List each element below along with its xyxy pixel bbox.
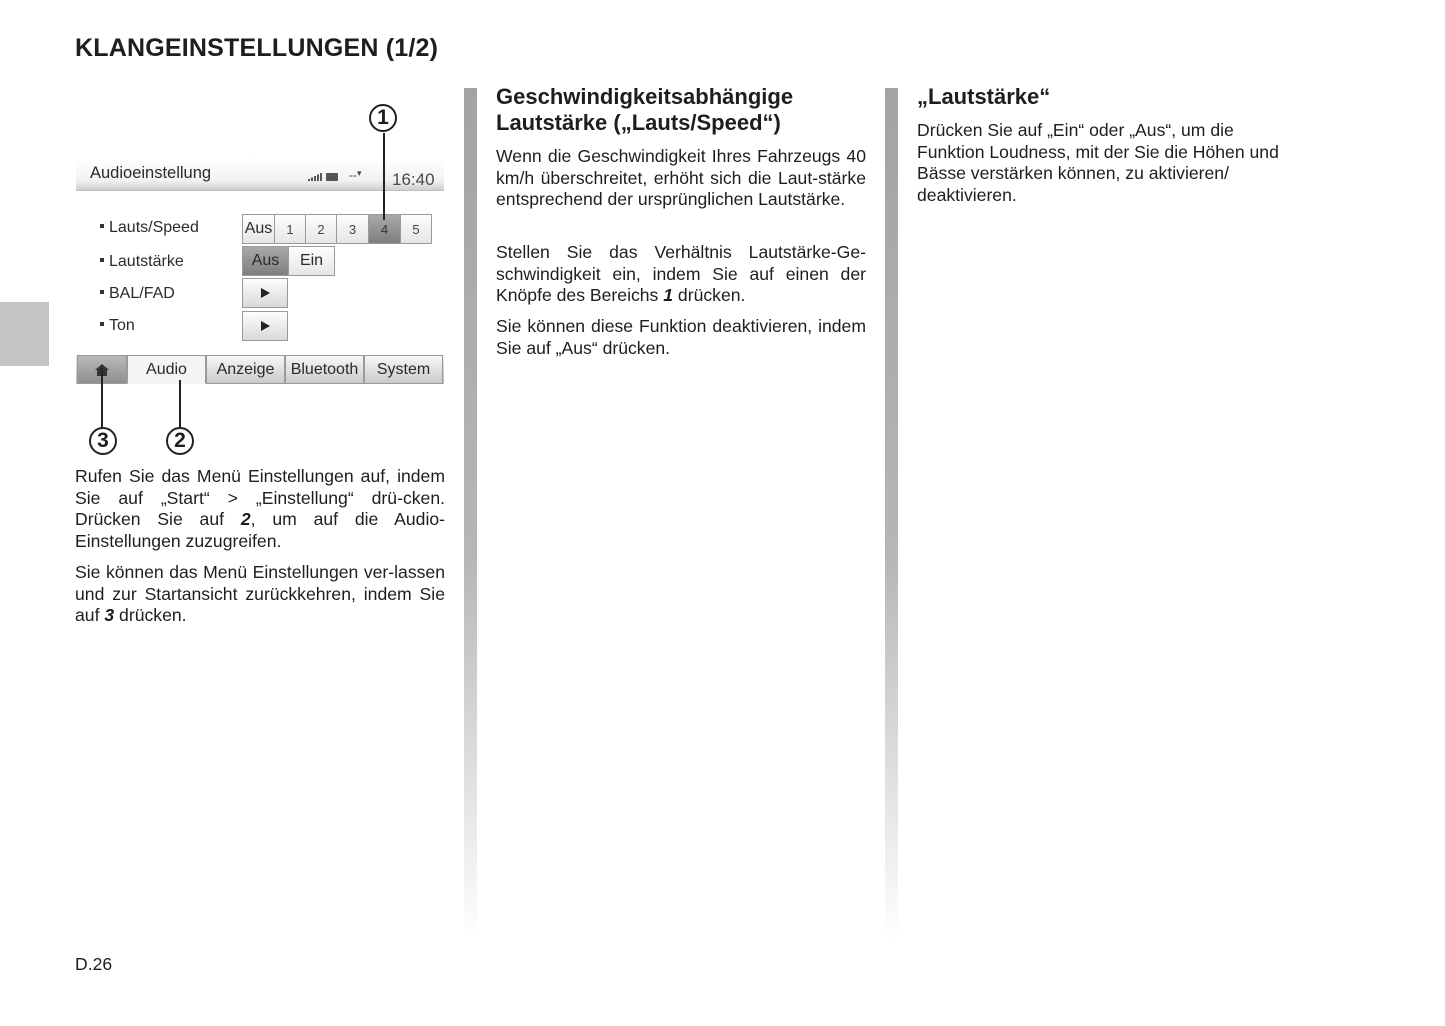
row-label-lauts-speed: Lauts/Speed [100,219,199,237]
tab-bluetooth[interactable]: Bluetooth [285,355,364,384]
loudness-option-ein[interactable]: Ein [288,246,335,276]
tab-system[interactable]: System [364,355,443,384]
tab-anzeige[interactable]: Anzeige [206,355,285,384]
right-paragraph-1: Drücken Sie auf „Ein“ oder „Aus“, um die Funktion Loudness, mit der Sie die Höhen und Bässe verstärken können, zu aktivieren/ deaktivieren. [917,120,1279,205]
audio-settings-screen-figure [76,150,444,390]
speed-option-5[interactable]: 5 [400,214,432,244]
callout-2-leader [179,380,181,428]
callout-1-leader [383,133,385,220]
row-label-ton: Ton [100,317,135,335]
play-arrow-icon [259,320,271,332]
left-paragraph-2: Sie können das Menü Einstellungen ver-lassen und zur Startansicht zurückkehren, indem Sie auf 3 drücken. [75,562,445,625]
play-arrow-icon [259,287,271,299]
signal-strength-icon [308,173,322,181]
row-label-lautstaerke: Lautstärke [100,253,184,271]
column-divider-right [885,88,898,940]
speed-volume-heading: Geschwindigkeitsabhängige Lautstärke („Lauts/Speed“) [496,84,794,135]
page-title: KLANGEINSTELLUNGEN (1/2) [75,34,439,62]
bullet [100,322,104,326]
speed-option-1[interactable]: 1 [274,214,306,244]
ref-3: 3 [104,605,115,625]
speed-option-2[interactable]: 2 [305,214,337,244]
bullet [100,258,104,262]
speed-option-4[interactable]: 4 [368,214,401,244]
tab-audio[interactable]: Audio [127,355,206,384]
middle-paragraph-3: Sie können diese Funktion deaktivieren, indem Sie auf „Aus“ drücken. [496,316,866,358]
page-number: D.26 [75,954,113,974]
screen-title: Audioeinstellung [90,164,212,182]
bullet [100,224,104,228]
ton-open-button[interactable] [242,311,288,341]
callout-2: 2 [166,427,194,455]
ref-1: 1 [663,285,674,305]
ref-2: 2 [240,509,251,529]
speed-option-aus[interactable]: Aus [242,214,275,244]
middle-paragraph-2: Stellen Sie das Verhältnis Lautstärke-Ge-schwindigkeit ein, indem Sie auf einen der Knöpfe des Bereichs 1 drücken. [496,242,866,305]
status-dashes: --▾ [349,168,362,182]
middle-paragraph-1: Wenn die Geschwindigkeit Ihres Fahrzeugs 40 km/h überschreitet, erhöht sich die Laut-stärke entsprechend der ursprünglichen Lautstärke. [496,146,866,209]
loudness-option-aus[interactable]: Aus [242,246,289,276]
bullet [100,290,104,294]
callout-3-leader [101,368,103,428]
callout-1: 1 [369,104,397,132]
left-paragraph-1: Rufen Sie das Menü Einstellungen auf, indem Sie auf „Start“ > „Einstellung“ drü-cken. Drücken Sie auf 2, um auf die Audio-Einstellungen zuzugreifen. [75,466,445,551]
column-divider-left [464,88,477,940]
row-label-bal-fad: BAL/FAD [100,285,175,303]
sd-card-icon [326,173,338,181]
speed-option-3[interactable]: 3 [336,214,369,244]
chapter-side-tab [0,302,49,366]
callout-3: 3 [89,427,117,455]
loudness-heading: „Lautstärke“ [917,84,1051,109]
screen-clock: 16:40 [392,170,435,189]
bal-fad-open-button[interactable] [242,278,288,308]
antenna-icon: ▾ [357,168,362,178]
